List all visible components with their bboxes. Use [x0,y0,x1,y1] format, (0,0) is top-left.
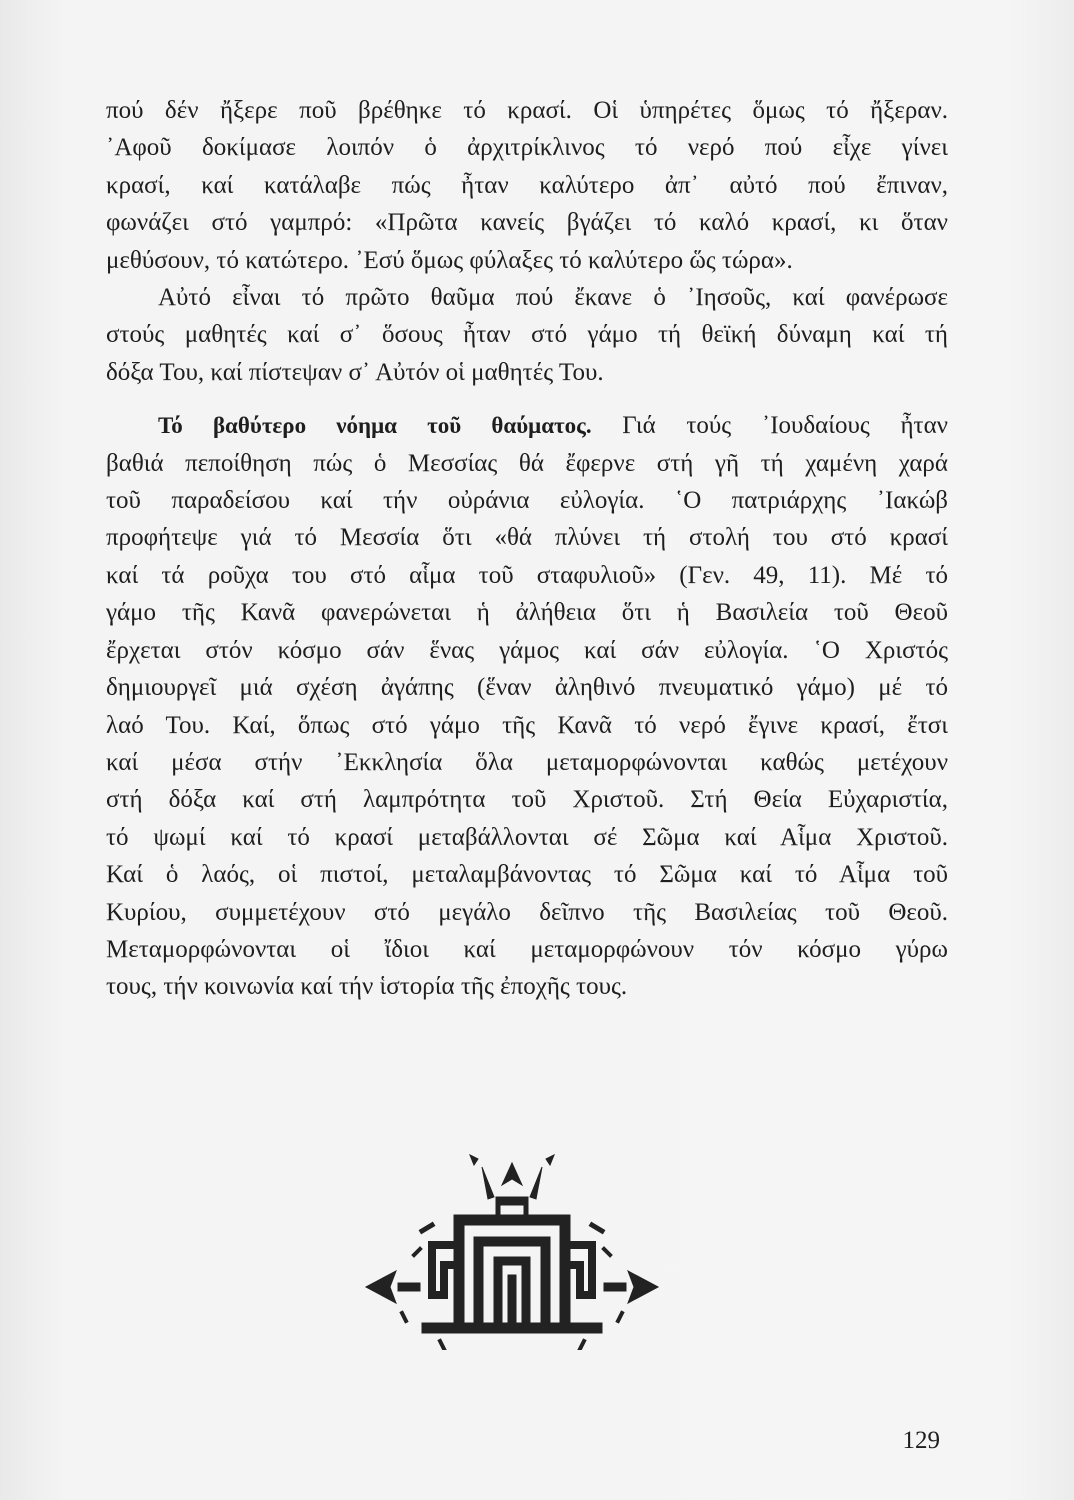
section-heading: Τό βαθύτερο νόημα τοῦ θαύματος. [158,413,592,439]
text-line: ἔρχεται στόν κόσμο σάν ἕνας γάμος καί σάν εὐλογία. ῾Ο Χριστός [106,636,948,664]
text-line: τοῦ παραδείσου καί τήν οὐράνια εὐλογία. ῾Ο πατριάρχης ᾿Ιακώβ [106,487,948,515]
text-line: δημιουργεῖ μιά σχέση ἀγάπης (ἕναν ἀληθινό πνευματικό γάμο) μέ τό [106,674,948,702]
text-line: προφήτεψε γιά τό Μεσσία ὅτι «θά πλύνει τή στολή του στό κρασί [106,524,948,552]
text-line [106,407,948,444]
text-line: δόξα Του, καί πίστεψαν σ᾿ Αὐτόν οἱ μαθητές Του. [106,358,604,386]
text-line: μεθύσουν, τό κατώτερο. ᾿Εσύ ὅμως φύλαξες τό καλύτερο ὥς τώρα». [106,246,793,274]
text-line: γάμο τῆς Κανᾶ φανερώνεται ἡ ἀλήθεια ὅτι ἡ Βασιλεία τοῦ Θεοῦ [106,599,948,627]
text-line: τους, τήν κοινωνία καί τήν ἱστορία τῆς ἐποχῆς τους. [106,973,628,1001]
text-line: Καί ὁ λαός, οἱ πιστοί, μεταλαμβάνοντας τό Σῶμα καί τό Αἷμα τοῦ [106,861,948,889]
page-number: 129 [902,1427,940,1454]
text-line: καί μέσα στήν ᾿Εκκλησία ὅλα μεταμορφώνονται καθώς μετέχουν [106,748,948,776]
text-line: ᾿Αφοῦ δοκίμασε λοιπόν ὁ ἀρχιτρίκλινος τό νερό πού εἶχε γίνει [106,134,948,162]
body-text [106,92,948,1006]
text-line: Κυρίου, συμμετέχουν στό μεγάλο δεῖπνο τῆς Βασιλείας τοῦ Θεοῦ. [106,898,948,926]
text-line: βαθιά πεποίθηση πώς ὁ Μεσσίας θά ἔφερνε στή γῆ τή χαμένη χαρά [106,449,948,477]
paragraph-3 [106,407,948,1006]
text-line: πού δέν ἤξερε ποῦ βρέθηκε τό κρασί. Οἱ ὑπηρέτες ὅμως τό ἤξεραν. [106,97,948,124]
text-line: Μεταμορφώνονται οἱ ἴδιοι καί μεταμορφώνουν τόν κόσμο γύρω [106,935,948,963]
text-line: καί τά ροῦχα του στό αἷμα τοῦ σταφυλιοῦ» (Γεν. 49, 11). Μέ τό [106,561,948,589]
text-line: κρασί, καί κατάλαβε πώς ἦταν καλύτερο ἀπ᾿ αὐτό πού ἔπιναν, [106,171,948,199]
text-line: λαό Του. Καί, ὅπως στό γάμο τῆς Κανᾶ τό νερό ἔγινε κρασί, ἔτσι [106,711,948,739]
paragraph-2 [106,279,948,391]
paragraph-1 [106,92,948,279]
text-line: στή δόξα καί στή λαμπρότητα τοῦ Χριστοῦ. Στή Θεία Εὐχαριστία, [106,786,948,814]
text-line: φωνάζει στό γαμπρό: «Πρῶτα κανείς βγάζει τό καλό κρασί, κι ὅταν [106,209,948,237]
text-run: Γιά τούς ᾿Ιουδαίους ἦταν [591,412,948,440]
text-line: τό ψωμί καί τό κρασί μεταβάλλονται σέ Σῶμα καί Αἷμα Χριστοῦ. [106,823,948,851]
text-line: στούς μαθητές καί σ᾿ ὅσους ἦταν στό γάμο τή θεϊκή δύναμη καί τή [106,321,948,349]
folk-ornament-icon [362,1145,662,1350]
text-line: Αὐτό εἶναι τό πρῶτο θαῦμα πού ἔκανε ὁ ᾿Ιησοῦς, καί φανέρωσε [158,284,948,312]
